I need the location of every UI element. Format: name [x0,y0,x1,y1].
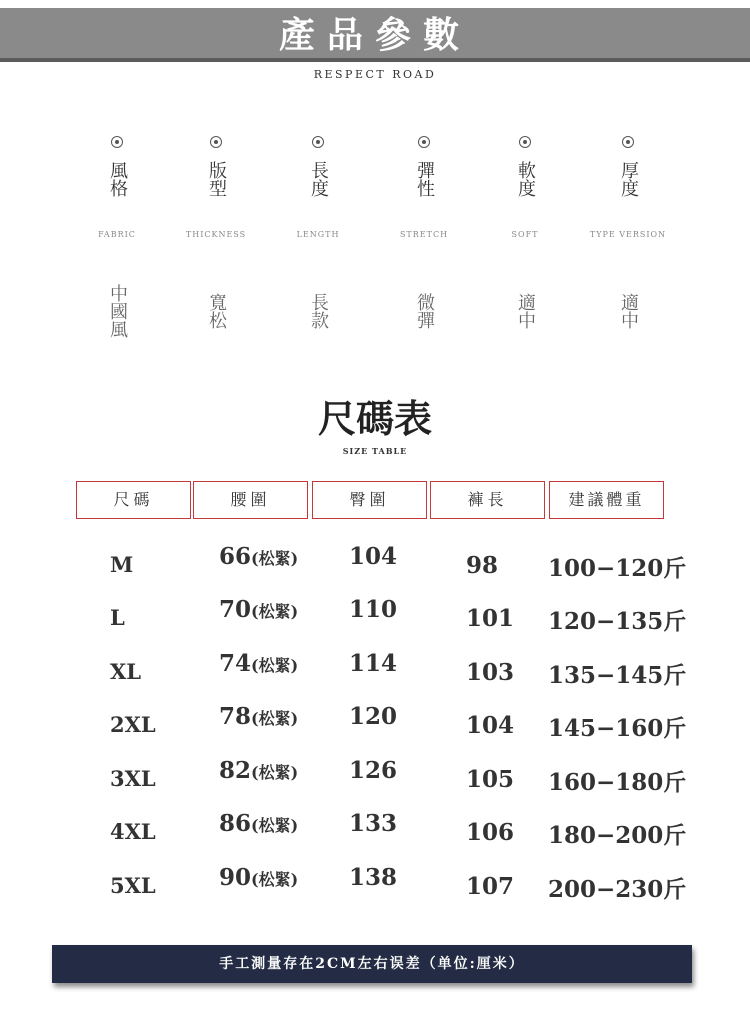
cell-waist [219,650,298,677]
cell-size: 5XL [110,873,156,898]
cell-size: 4XL [110,819,156,844]
cell-weight: 120−135斤 [548,608,687,635]
cell-hip: 120 [349,703,398,730]
footer-band [52,945,692,983]
table-row [0,643,750,696]
param-en-label: THICKNESS [185,230,247,239]
cell-length: 104 [466,712,515,739]
bullet-icon [519,136,531,148]
cell-hip: 138 [349,864,398,891]
cell-weight: 160−180斤 [548,769,687,796]
bullet-icon [111,136,123,148]
param-en-label: TYPE VERSION [589,230,667,239]
waist-value: 78 [219,703,252,730]
cell-length: 101 [466,605,515,632]
waist-value: 66 [219,543,252,570]
cell-size: L [110,605,125,630]
table-row [0,536,750,589]
param-label: 版型 [206,161,227,197]
cell-size: 3XL [110,766,156,791]
cell-waist [219,596,298,623]
bullet-icon [622,136,634,148]
waist-value: 74 [219,650,252,677]
param-value: 中國風 [107,284,128,338]
size-table-title: 尺碼表 [317,396,432,441]
header-size: 尺碼 [76,481,191,519]
param-value: 適中 [515,293,536,329]
cell-hip: 114 [349,650,398,677]
waist-value: 86 [219,810,252,837]
waist-note: (松緊) [251,763,299,782]
waist-value: 90 [219,864,252,891]
param-label: 風格 [107,161,128,197]
table-row [0,589,750,642]
size-table-subtitle: SIZE TABLE [342,446,408,456]
size-table-header [76,481,666,521]
param-value: 寬松 [206,293,227,329]
waist-note: (松緊) [251,709,299,728]
cell-weight: 180−200斤 [548,822,687,849]
waist-note: (松緊) [251,656,299,675]
param-style [65,136,169,351]
cell-weight: 145−160斤 [548,715,687,742]
cell-weight: 135−145斤 [548,662,687,689]
param-softness [473,136,577,351]
cell-size: 2XL [110,712,156,737]
cell-length: 98 [466,552,499,579]
table-row [0,750,750,803]
param-label: 軟度 [515,161,536,197]
param-length [266,136,370,351]
cell-waist [219,757,298,784]
page-subtitle: RESPECT ROAD [313,68,437,81]
waist-note: (松緊) [251,602,299,621]
cell-length: 106 [466,819,515,846]
cell-length: 107 [466,873,515,900]
bullet-icon [418,136,430,148]
param-label: 厚度 [618,161,639,197]
param-label: 長度 [308,161,329,197]
param-en-label: LENGTH [296,230,340,239]
param-en-label: SOFT [511,230,539,239]
bullet-icon [312,136,324,148]
header-length: 褲長 [430,481,545,519]
waist-value: 82 [219,757,252,784]
cell-length: 103 [466,659,515,686]
param-stretch [372,136,476,351]
table-row [0,696,750,749]
cell-weight: 200−230斤 [548,876,687,903]
param-en-label: FABRIC [98,230,136,239]
waist-value: 70 [219,596,252,623]
cell-weight: 100−120斤 [548,555,687,582]
cell-hip: 104 [349,543,398,570]
waist-note: (松緊) [251,549,299,568]
measurement-note: 手工測量存在2CM左右误差（单位:厘米） [219,956,525,972]
param-value: 適中 [618,293,639,329]
cell-waist [219,703,298,730]
param-fit [164,136,268,351]
param-en-label: STRETCH [399,230,449,239]
cell-waist [219,810,298,837]
waist-note: (松緊) [251,870,299,889]
param-thickness [576,136,680,351]
cell-hip: 110 [349,596,398,623]
cell-length: 105 [466,766,515,793]
header-waist: 腰圍 [193,481,308,519]
waist-note: (松緊) [251,816,299,835]
product-params [65,136,685,356]
cell-size: XL [110,659,142,684]
header-hip: 臀圍 [312,481,427,519]
page-title: 產品參數 [278,14,471,56]
param-label: 彈性 [414,161,435,197]
param-value: 微彈 [414,293,435,329]
cell-waist [219,864,298,891]
table-row [0,857,750,910]
header-weight: 建議體重 [549,481,664,519]
param-value: 長款 [308,293,329,329]
bullet-icon [210,136,222,148]
cell-hip: 133 [349,810,398,837]
cell-size: M [110,552,134,577]
cell-waist [219,543,298,570]
table-row [0,803,750,856]
cell-hip: 126 [349,757,398,784]
